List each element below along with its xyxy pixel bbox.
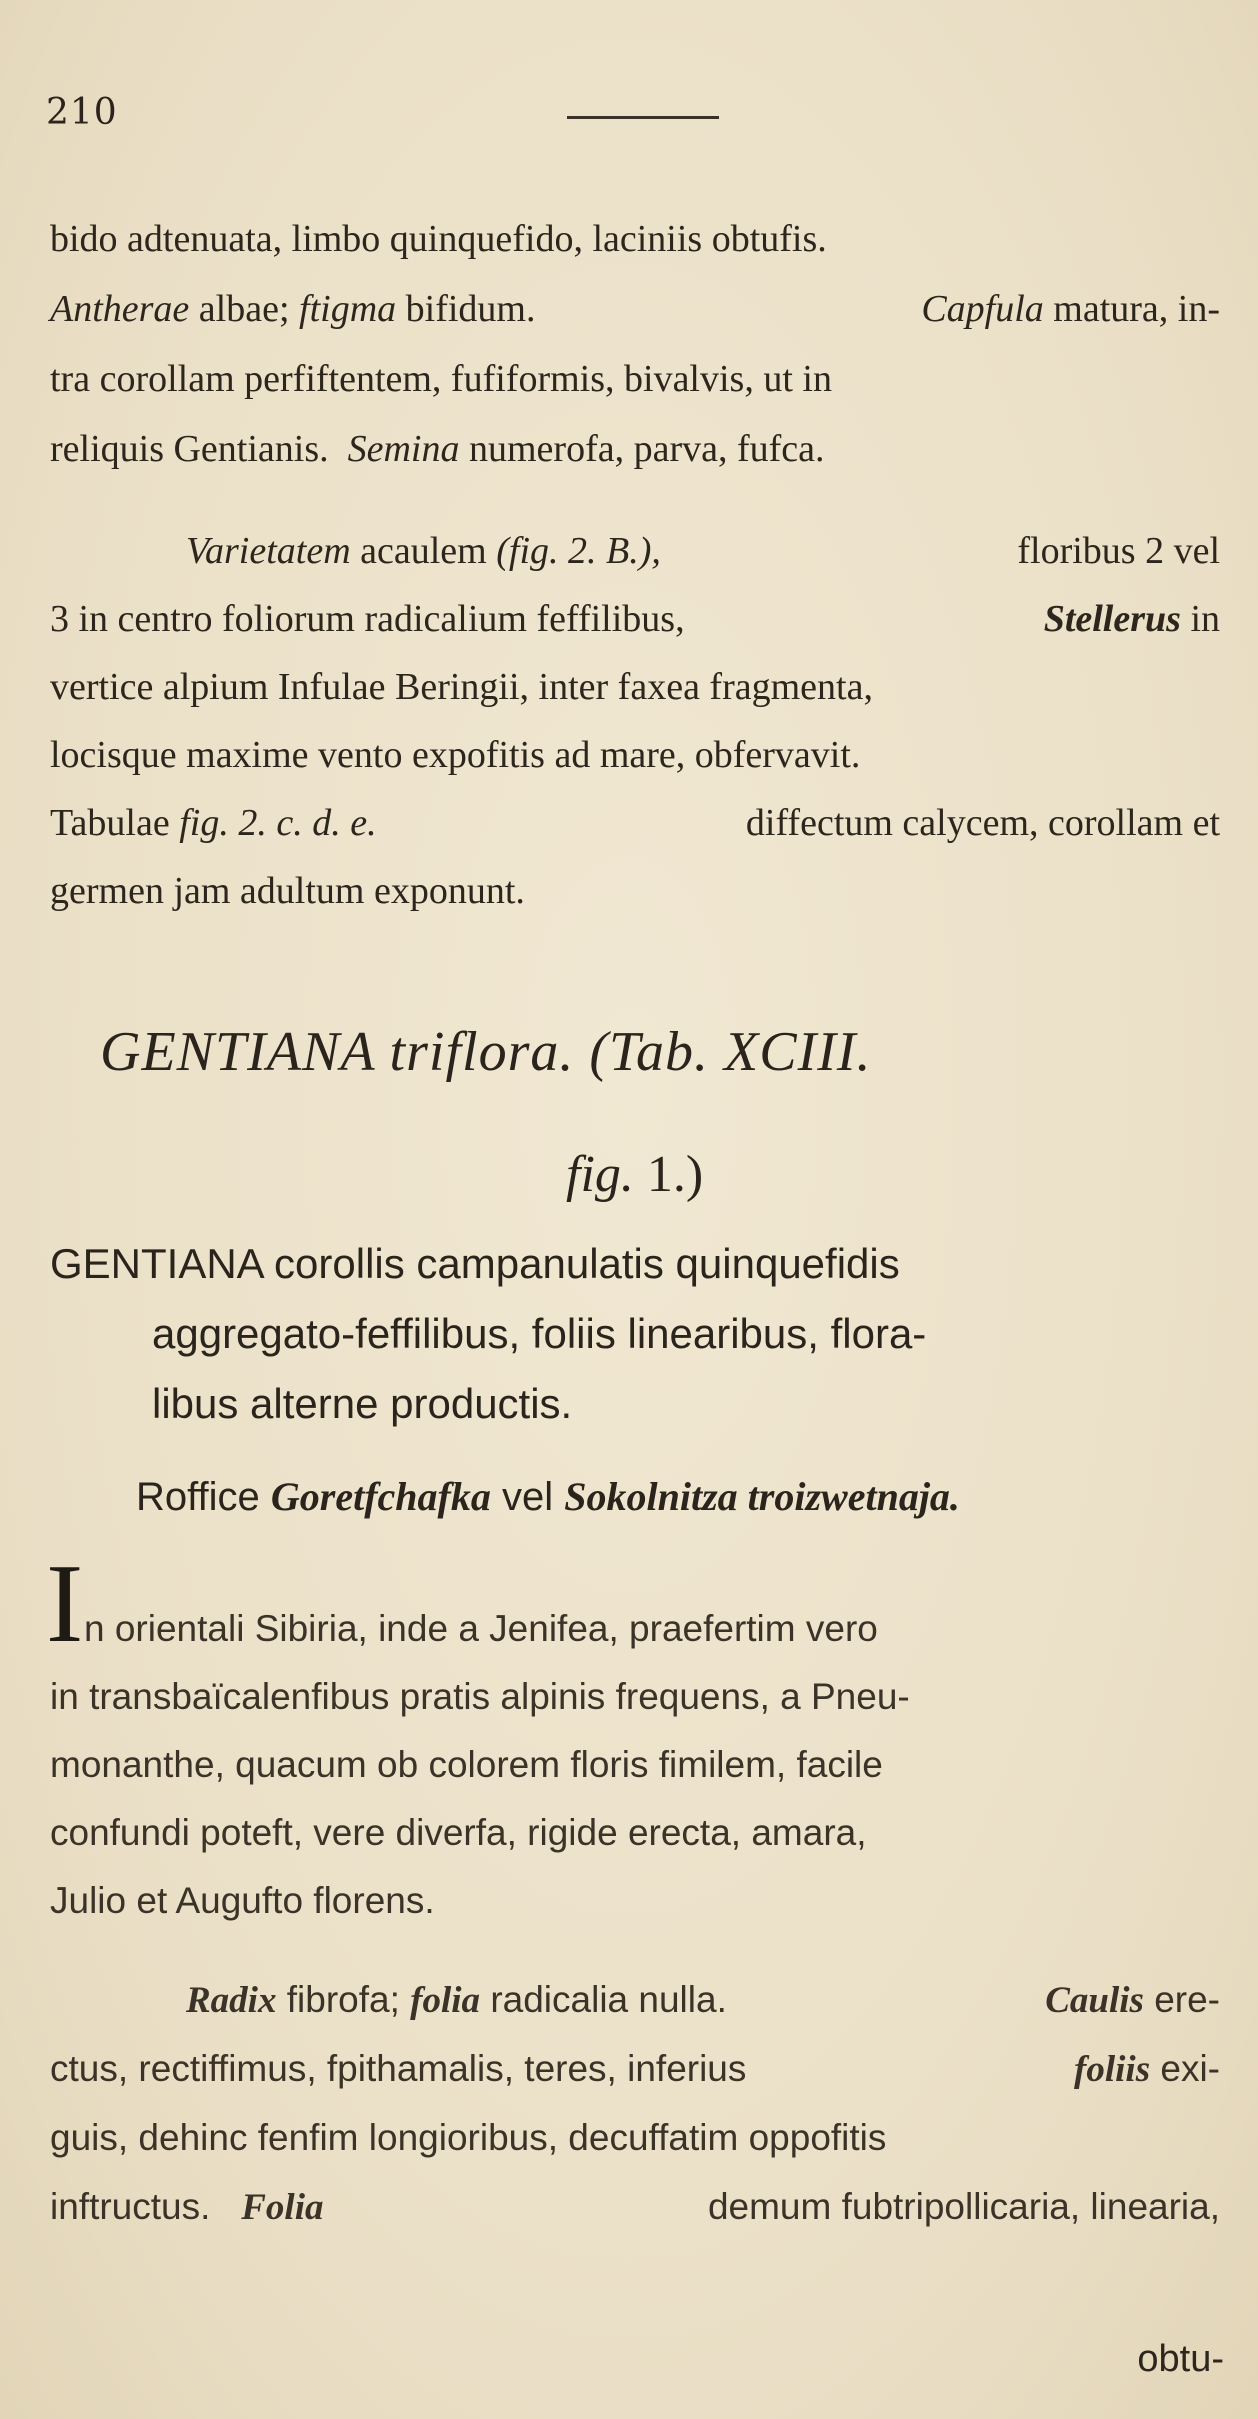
text-run: libus alterne productis. <box>152 1380 573 1427</box>
text-run: diffectum calycem, corollam et <box>745 802 1220 844</box>
text-run: monanthe, quacum ob colorem floris fimilem, facile <box>50 1744 883 1785</box>
text-run: in transbaïcalenfibus pratis alpinis frequens, a Pneu- <box>50 1676 910 1717</box>
text-run: exi- <box>1160 2048 1220 2089</box>
text-run-italic: Semina <box>347 428 460 470</box>
text-run-italic: Caulis <box>1045 1980 1144 2021</box>
text-line <box>50 353 1220 405</box>
text-run: fibrofa; <box>286 1979 400 2020</box>
text-line <box>50 283 1220 335</box>
text-run: 1.) <box>646 1146 704 1203</box>
drop-cap: I <box>46 1542 84 1666</box>
species-heading-figure <box>566 1145 703 1204</box>
text-run: confundi poteft, vere diverfa, rigide erecta, amara, <box>50 1812 867 1853</box>
text-run: guis, dehinc fenfim longioribus, decuffatim oppofitis <box>50 2117 887 2158</box>
text-line <box>50 1731 1220 1799</box>
text-run-italic: fig. 2. c. d. e. <box>179 802 377 844</box>
text-run: aggregato-feffilibus, foliis linearibus, flora- <box>152 1310 927 1357</box>
text-run: Julio et Augufto florens. <box>50 1880 435 1921</box>
text-line <box>50 1799 1220 1867</box>
text-line <box>84 1595 1220 1663</box>
text-line <box>50 729 1220 781</box>
text-run: vel <box>502 1475 554 1519</box>
text-run: GENTIANA corollis campanulatis quinquefidis <box>50 1240 900 1287</box>
text-line <box>186 1966 1220 2035</box>
page-number: 210 <box>46 92 118 133</box>
text-run: inftructus. <box>50 2186 211 2227</box>
species-heading: GENTIANA triflora. (Tab. XCIII. <box>100 1021 872 1083</box>
text-run-italic: Varietatem <box>186 530 351 572</box>
text-run: vertice alpium Infulae Beringii, inter faxea fragmenta, <box>50 666 873 708</box>
text-line <box>50 2104 1220 2172</box>
text-run-italic: foliis <box>1074 2049 1151 2090</box>
text-line <box>50 865 1220 917</box>
text-run: albae; <box>198 288 290 330</box>
text-run: germen jam adultum exponunt. <box>50 870 525 912</box>
text-run-italic: Goretfchafka <box>270 1474 491 1519</box>
diagnosis-line <box>152 1306 1220 1362</box>
text-run: radicalia nulla. <box>490 1979 727 2020</box>
text-line <box>50 213 1220 265</box>
text-run: locisque maxime vento expofitis ad mare, obfervavit. <box>50 734 861 776</box>
diagnosis-line <box>152 1376 1220 1432</box>
text-run-italic: Stellerus <box>1043 598 1181 640</box>
header-rule <box>567 116 719 119</box>
text-run: Tabulae <box>50 802 170 844</box>
text-run: bifidum. <box>405 288 536 330</box>
text-run: reliquis Gentianis. <box>50 428 329 470</box>
text-line <box>50 2035 1220 2104</box>
text-line <box>50 423 1220 475</box>
text-run-italic: (fig. 2. B.), <box>496 530 661 572</box>
text-run: ere- <box>1154 1979 1220 2020</box>
text-run-italic: Capfula <box>921 288 1044 330</box>
text-line <box>50 661 1220 713</box>
diagnosis-line <box>50 1236 1220 1292</box>
text-run: floribus 2 vel <box>1017 530 1220 572</box>
text-run: demum fubtripollicaria, linearia, <box>707 2186 1220 2227</box>
text-line <box>50 593 1220 645</box>
text-run-italic: Antherae <box>50 288 190 330</box>
russian-name <box>136 1473 960 1520</box>
text-run: numerofa, parva, fufca. <box>469 428 825 470</box>
catchword: obtu- <box>1137 2338 1224 2380</box>
text-run: in <box>1190 598 1220 640</box>
text-line <box>50 1663 1220 1731</box>
text-run: 3 in centro foliorum radicalium feffilibus, <box>50 598 685 640</box>
text-line <box>50 797 1220 849</box>
text-run: acaulem <box>360 530 487 572</box>
text-run-italic: Radix <box>186 1980 277 2021</box>
text-run-italic: Folia <box>241 2187 324 2228</box>
text-run: tra corollam perfiftentem, fufiformis, bivalvis, ut in <box>50 358 832 400</box>
text-line <box>50 2173 1220 2242</box>
text-run: bido adtenuata, limbo quinquefido, laciniis obtufis. <box>50 218 827 260</box>
text-run-italic: folia <box>410 1980 481 2021</box>
text-run: n orientali Sibiria, inde a Jenifea, praefertim vero <box>84 1608 878 1649</box>
text-run: matura, in- <box>1053 288 1220 330</box>
text-line <box>50 1867 1220 1935</box>
text-line <box>186 525 1220 577</box>
text-run-italic: ftigma <box>299 288 397 330</box>
text-run-italic: Sokolnitza troizwetnaja. <box>564 1474 960 1519</box>
text-run: Roffice <box>136 1475 260 1519</box>
text-run: ctus, rectiffimus, fpithamalis, teres, inferius <box>50 2048 747 2089</box>
text-run-italic: fig. <box>566 1146 634 1203</box>
